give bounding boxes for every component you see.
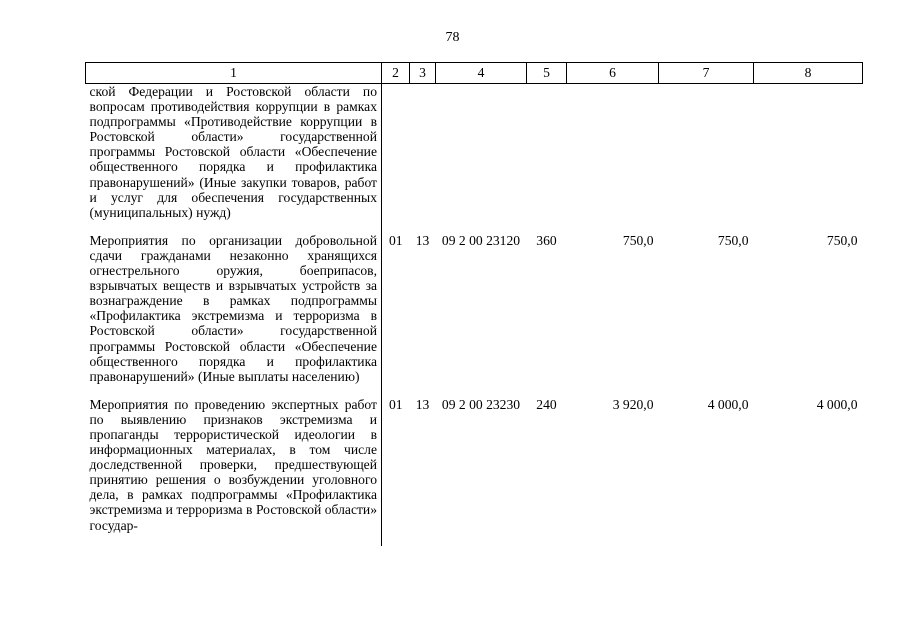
- row-expense-type: 240: [536, 396, 557, 412]
- column-header-8: 8: [754, 63, 863, 84]
- row-expense-type: [527, 84, 567, 233]
- row-description: Мероприятия по организации добровольной сдачи гражданами незаконно хранящихся огнестрельного оружия, боеприпасов, взрывчатых веществ и взрывчатых устройств за вознаграждение в рамках подпрограммы «Профилактика экстремизма и терроризма в Ростовской области» государственной программы Ростовской области «Обеспечение общественного порядка и профилактика правонарушений» (Иные выплаты населению): [86, 233, 382, 397]
- column-header-1: 1: [86, 63, 382, 84]
- row-amount-year-2: [659, 84, 754, 233]
- row-section-code: 01: [388, 396, 403, 412]
- row-amount-year-1: [567, 84, 659, 233]
- row-amount-year-1: 750,0: [622, 232, 654, 248]
- row-subsection-code: 13: [415, 232, 430, 248]
- table-row: [86, 84, 863, 233]
- row-amount-year-2: 4 000,0: [707, 396, 749, 412]
- row-description: Мероприятия по проведению экспертных работ по выявлению признаков экстремизма и пропаганды террористической идеологии в информационных материалах, в том числе доследственной проверки, предшествующей принятию решения о возбуждении уголовного дела, в рамках подпрограммы «Профилактика экстремизма и терроризма в Ростовской области» государ-: [86, 397, 382, 546]
- row-subsection-code: [410, 84, 436, 233]
- column-header-7: 7: [659, 63, 754, 84]
- row-subsection-code: 13: [415, 396, 430, 412]
- budget-table: [85, 62, 863, 546]
- row-section-code: [382, 84, 410, 233]
- row-amount-year-3: 4 000,0: [816, 396, 858, 412]
- row-expense-type: 360: [536, 232, 557, 248]
- row-amount-year-3: [754, 84, 863, 233]
- row-section-code: 01: [388, 232, 403, 248]
- table-header-row: [86, 63, 863, 84]
- column-header-4: 4: [436, 63, 527, 84]
- row-description: ской Федерации и Ростовской области по вопросам противодействия коррупции в рамках подпрограммы «Противодействие коррупции в Ростовской области» государственной программы Ростовской области «Обеспечение общественного порядка и профилактика правонарушений» (Иные закупки товаров, работ и услуг для обеспечения государственных (муниципальных) нужд): [86, 84, 382, 233]
- row-target-article: [436, 84, 527, 233]
- table-row: [86, 233, 863, 397]
- page-number: 78: [445, 30, 460, 45]
- row-target-article: 09 2 00 23120: [441, 232, 521, 248]
- column-header-3: 3: [410, 63, 436, 84]
- column-header-2: 2: [382, 63, 410, 84]
- row-amount-year-2: 750,0: [717, 232, 749, 248]
- row-amount-year-3: 750,0: [826, 232, 858, 248]
- row-target-article: 09 2 00 23230: [441, 396, 521, 412]
- table-row: [86, 397, 863, 546]
- column-header-6: 6: [567, 63, 659, 84]
- row-amount-year-1: 3 920,0: [612, 396, 654, 412]
- column-header-5: 5: [527, 63, 567, 84]
